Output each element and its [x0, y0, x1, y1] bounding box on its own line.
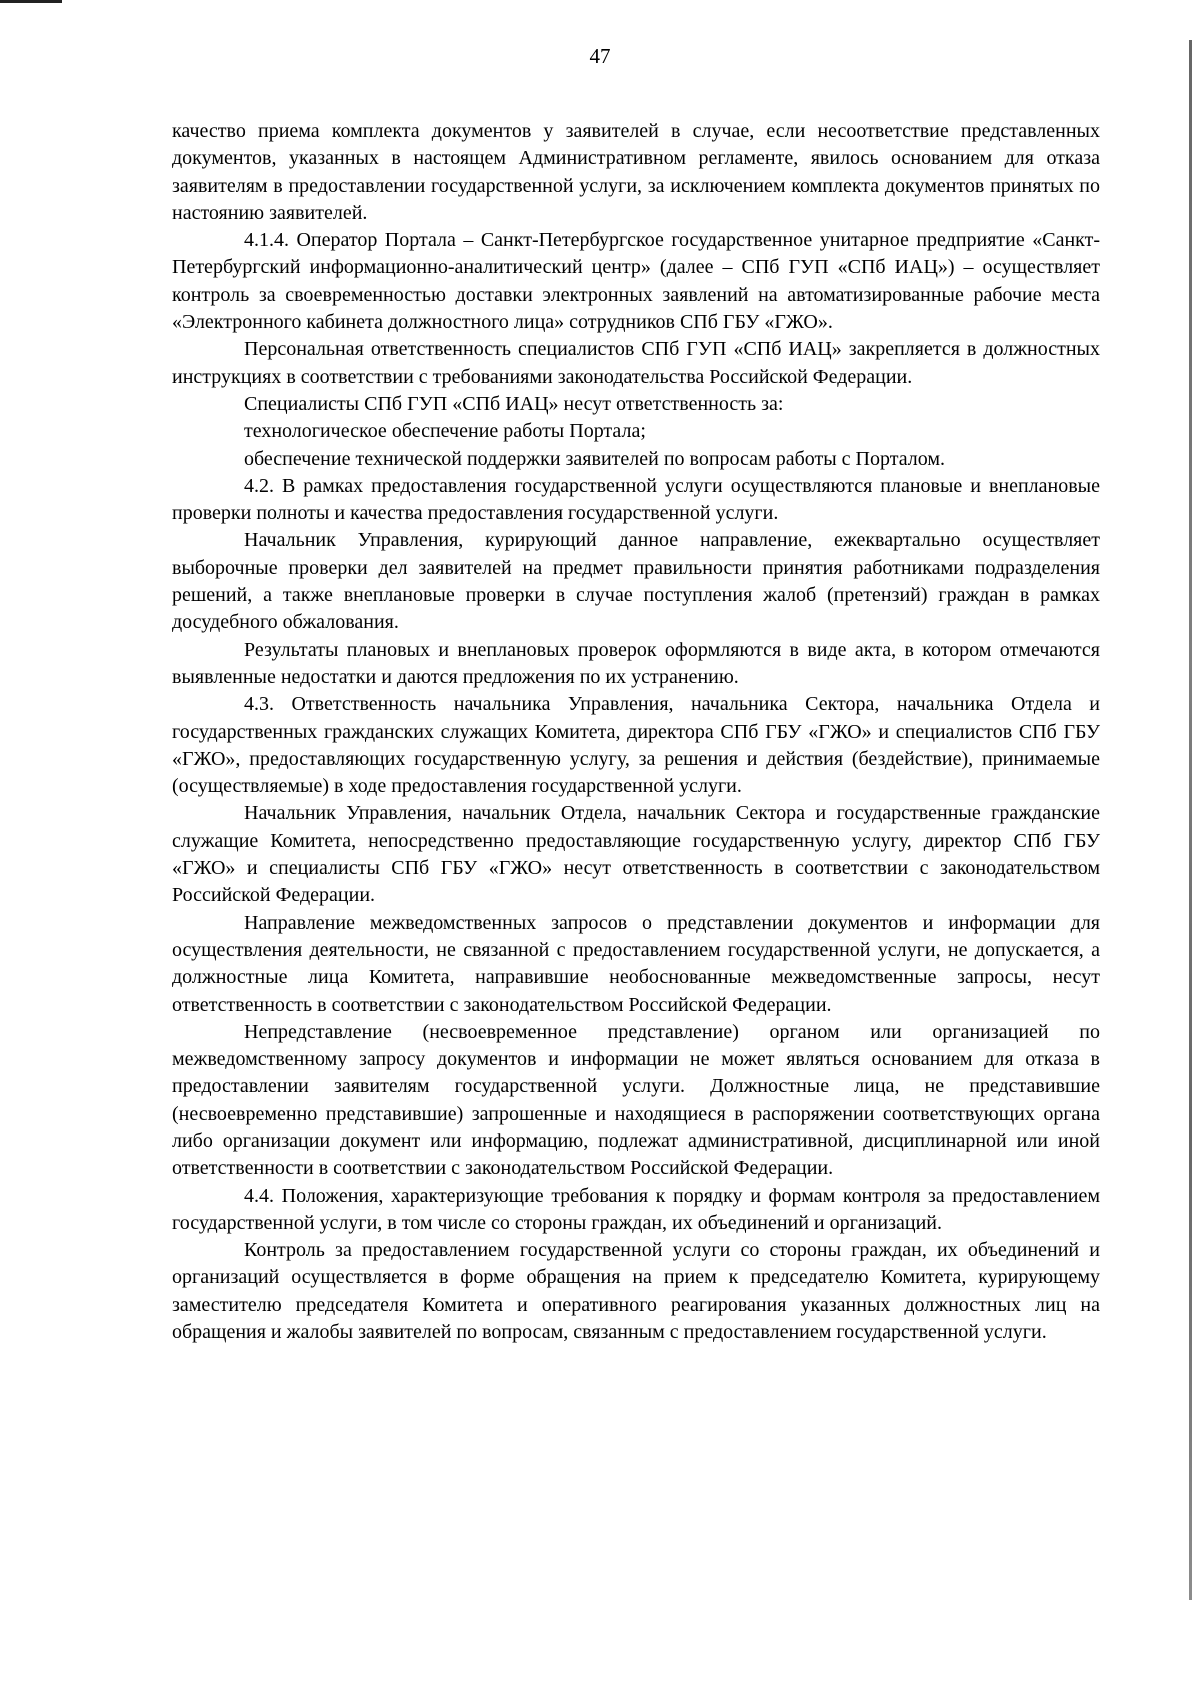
paragraph: Контроль за предоставлением государственной услуги со стороны граждан, их объединений и организаций осуществляется в форме обращения на прием к председателю Комитета, курирующему заместителю председателя Комитета и оперативного реагирования указанных должностных лиц на обращения и жалобы заявителей по вопросам, связанным с предоставлением государственной услуги.: [172, 1239, 1100, 1344]
paragraph: Начальник Управления, курирующий данное направление, ежеквартально осуществляет выборочные проверки дел заявителей на предмет правильности принятия работниками подразделения решений, а также внеплановые проверки в случае поступления жалоб (претензий) граждан в рамках досудебного обжалования.: [172, 529, 1100, 634]
scan-edge-mark: [0, 0, 62, 3]
document-body: [172, 118, 1100, 1346]
paragraph: Специалисты СПб ГУП «СПб ИАЦ» несут ответственность за:: [244, 392, 784, 415]
paragraph: Непредставление (несвоевременное представление) органом или организацией по межведомственному запросу документов и информации не может являться основанием для отказа в предоставлении заявителям государственной услуги. Должностные лица, не представившие (несвоевременно представившие) запрошенные и находящиеся в распоряжении соответствующих органа либо организации документ или информацию, подлежат административной, дисциплинарной или иной ответственности в соответствии с законодательством Российской Федерации.: [172, 1020, 1100, 1180]
paragraph: 4.1.4. Оператор Портала – Санкт-Петербургское государственное унитарное предприятие «Санкт-Петербургский информационно-аналитический центр» (далее – СПб ГУП «СПб ИАЦ») – осуществляет контроль за своевременностью доставки электронных заявлений на автоматизированные рабочие места «Электронного кабинета должностного лица» сотрудников СПб ГБУ «ГЖО».: [172, 229, 1100, 334]
paragraph: Направление межведомственных запросов о представлении документов и информации для осуществления деятельности, не связанной с предоставлением государственной услуги, не допускается, а должностные лица Комитета, направившие необоснованные межведомственные запросы, несут ответственность в соответствии с законодательством Российской Федерации.: [172, 911, 1100, 1016]
paragraph: Результаты плановых и внеплановых проверок оформляются в виде акта, в котором отмечаются выявленные недостатки и даются предложения по их устранению.: [172, 638, 1100, 688]
paragraph: 4.2. В рамках предоставления государственной услуги осуществляются плановые и внеплановые проверки полноты и качества предоставления государственной услуги.: [172, 474, 1100, 525]
paragraph: Начальник Управления, начальник Отдела, начальник Сектора и государственные гражданские служащие Комитета, непосредственно предоставляющие государственную услугу, директор СПб ГБУ «ГЖО» и специалисты СПб ГБУ «ГЖО» несут ответственность в соответствии с законодательством Российской Федерации.: [172, 802, 1100, 907]
paragraph: Персональная ответственность специалистов СПб ГУП «СПб ИАЦ» закрепляется в должностных инструкциях в соответствии с требованиями законодательства Российской Федерации.: [172, 338, 1100, 388]
paragraph: качество приема комплекта документов у заявителей в случае, если несоответствие представленных документов, указанных в настоящем Административном регламенте, явилось основанием для отказа заявителям в предоставлении государственной услуги, за исключением комплекта документов принятых по настоянию заявителей.: [172, 120, 1100, 224]
paragraph: технологическое обеспечение работы Портала;: [244, 420, 646, 443]
paragraph: обеспечение технической поддержки заявителей по вопросам работы с Порталом.: [244, 447, 946, 470]
scan-edge-line: [1189, 40, 1192, 1600]
page-number: 47: [589, 44, 611, 68]
paragraph: 4.4. Положения, характеризующие требования к порядку и формам контроля за предоставлением государственной услуги, в том числе со стороны граждан, их объединений и организаций.: [172, 1184, 1100, 1234]
paragraph: 4.3. Ответственность начальника Управления, начальника Сектора, начальника Отдела и государственных гражданских служащих Комитета, директора СПб ГБУ «ГЖО» и специалистов СПб ГБУ «ГЖО», предоставляющих государственную услугу, за решения и действия (бездействие), принимаемые (осуществляемые) в ходе предоставления государственной услуги.: [172, 693, 1100, 798]
